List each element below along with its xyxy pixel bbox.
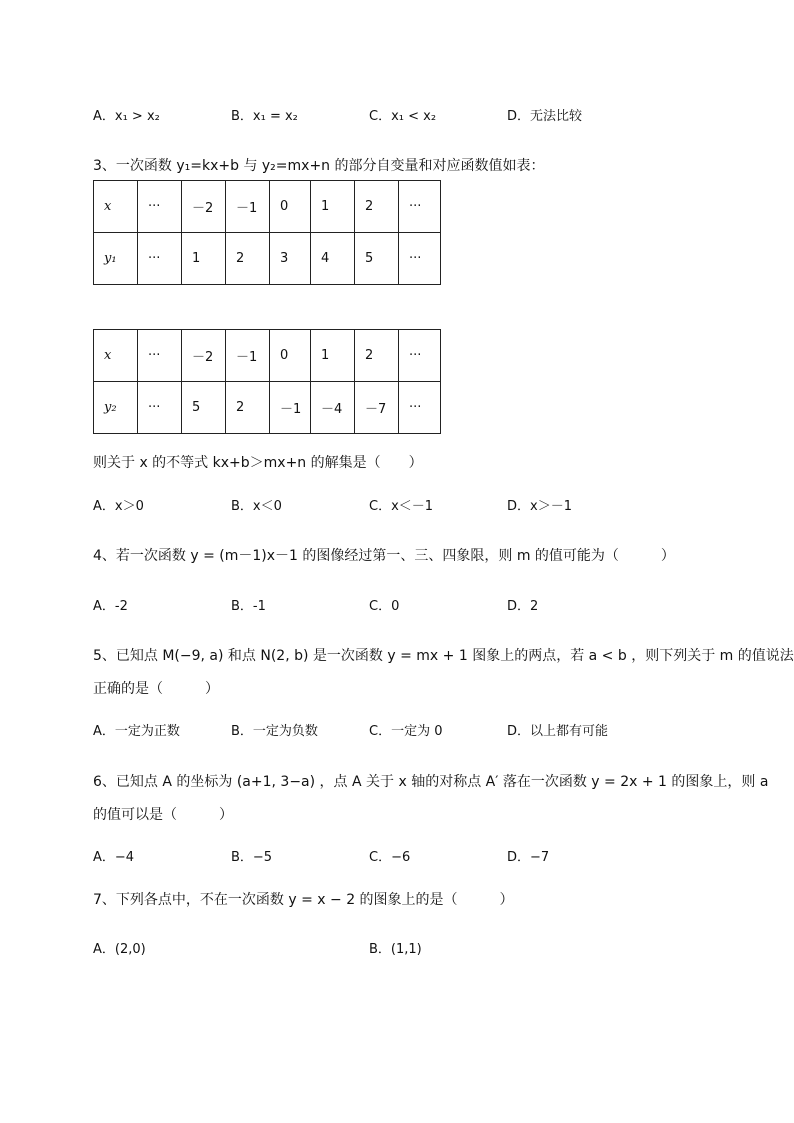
q6-stem-line1: 6、已知点 A 的坐标为 (a+1, 3−a) ，点 A 关于 x 轴的对称点 A′ 落在一次函数 y = 2x + 1 的图象上，则 a [93, 774, 769, 790]
table-cell: 1 [311, 181, 355, 233]
table-row [94, 330, 441, 382]
table-cell: 2 [355, 330, 399, 382]
table-cell: 5 [182, 382, 226, 434]
q3-question: 则关于 x 的不等式 kx+b＞mx+n 的解集是（ ） [93, 455, 423, 471]
q7-options [93, 940, 753, 960]
q2-option-c[interactable]: C．x₁ < x₂ [369, 109, 437, 124]
table-header-y1: y₁ [94, 233, 138, 285]
q5-option-c[interactable]: C．一定为 0 [369, 724, 443, 739]
table-cell: ··· [138, 181, 182, 233]
q4-option-b[interactable]: B．-1 [231, 599, 266, 614]
q3-option-b[interactable]: B．x＜0 [231, 499, 282, 514]
q5-options [93, 722, 753, 742]
q6-stem-line2: 的值可以是（ ） [93, 807, 233, 823]
table-cell: 1 [311, 330, 355, 382]
q3-table-y1 [93, 180, 441, 285]
table-cell: －1 [226, 330, 270, 382]
table-cell: 1 [182, 233, 226, 285]
q6-option-b[interactable]: B．−5 [231, 850, 273, 865]
q5-option-d[interactable]: D．以上都有可能 [507, 724, 609, 739]
table-header-y2: y₂ [94, 382, 138, 434]
table-cell: －4 [311, 382, 355, 434]
q3-table-y2 [93, 329, 441, 434]
table-header-x: x [94, 330, 138, 382]
q7-stem: 7、下列各点中，不在一次函数 y = x − 2 的图象上的是（ ） [93, 892, 514, 908]
table-cell: 0 [270, 330, 311, 382]
table-cell: ··· [138, 233, 182, 285]
table-cell: －7 [355, 382, 399, 434]
table-cell: 4 [311, 233, 355, 285]
table-cell: ··· [399, 181, 441, 233]
table-cell: 5 [355, 233, 399, 285]
table-header-x: x [94, 181, 138, 233]
q4-stem: 4、若一次函数 y = (m－1)x－1 的图像经过第一、三、四象限，则 m 的值可能为（ ） [93, 548, 675, 564]
table-cell: 2 [226, 233, 270, 285]
table-cell: 0 [270, 181, 311, 233]
table-cell: ··· [399, 382, 441, 434]
q3-stem: 3、一次函数 y₁=kx+b 与 y₂=mx+n 的部分自变量和对应函数值如表： [93, 158, 545, 174]
q2-options [93, 107, 753, 127]
q6-option-a[interactable]: A．−4 [93, 850, 135, 865]
table-cell: ··· [399, 330, 441, 382]
q6-options [93, 848, 753, 868]
table-row [94, 233, 441, 285]
q2-option-b[interactable]: B．x₁ = x₂ [231, 109, 298, 124]
q5-option-b[interactable]: B．一定为负数 [231, 724, 318, 739]
q5-stem-line2: 正确的是（ ） [93, 681, 219, 697]
table-cell: ··· [138, 330, 182, 382]
q4-option-a[interactable]: A．-2 [93, 599, 128, 614]
table-cell: 2 [355, 181, 399, 233]
q4-option-c[interactable]: C．0 [369, 599, 400, 614]
table-cell: －1 [270, 382, 311, 434]
q3-options [93, 497, 753, 517]
q3-option-c[interactable]: C．x＜－1 [369, 499, 434, 514]
q2-option-d[interactable]: D．无法比较 [507, 109, 583, 124]
q3-option-d[interactable]: D．x＞－1 [507, 499, 572, 514]
q4-option-d[interactable]: D．2 [507, 599, 539, 614]
table-cell: －2 [182, 181, 226, 233]
table-cell: ··· [138, 382, 182, 434]
table-cell: ··· [399, 233, 441, 285]
table-cell: 3 [270, 233, 311, 285]
q5-option-a[interactable]: A．一定为正数 [93, 724, 180, 739]
q2-option-a[interactable]: A．x₁ > x₂ [93, 109, 160, 124]
table-row [94, 382, 441, 434]
q4-options [93, 597, 753, 617]
q7-option-a[interactable]: A．(2,0) [93, 942, 146, 957]
table-cell: －2 [182, 330, 226, 382]
q6-option-d[interactable]: D．−7 [507, 850, 550, 865]
q6-option-c[interactable]: C．−6 [369, 850, 411, 865]
q7-option-b[interactable]: B．(1,1) [369, 942, 422, 957]
table-row [94, 181, 441, 233]
table-cell: －1 [226, 181, 270, 233]
q3-option-a[interactable]: A．x＞0 [93, 499, 144, 514]
q5-stem-line1: 5、已知点 M(−9, a) 和点 N(2, b) 是一次函数 y = mx + 1 图象上的两点，若 a < b ，则下列关于 m 的值说法 [93, 648, 794, 664]
table-cell: 2 [226, 382, 270, 434]
